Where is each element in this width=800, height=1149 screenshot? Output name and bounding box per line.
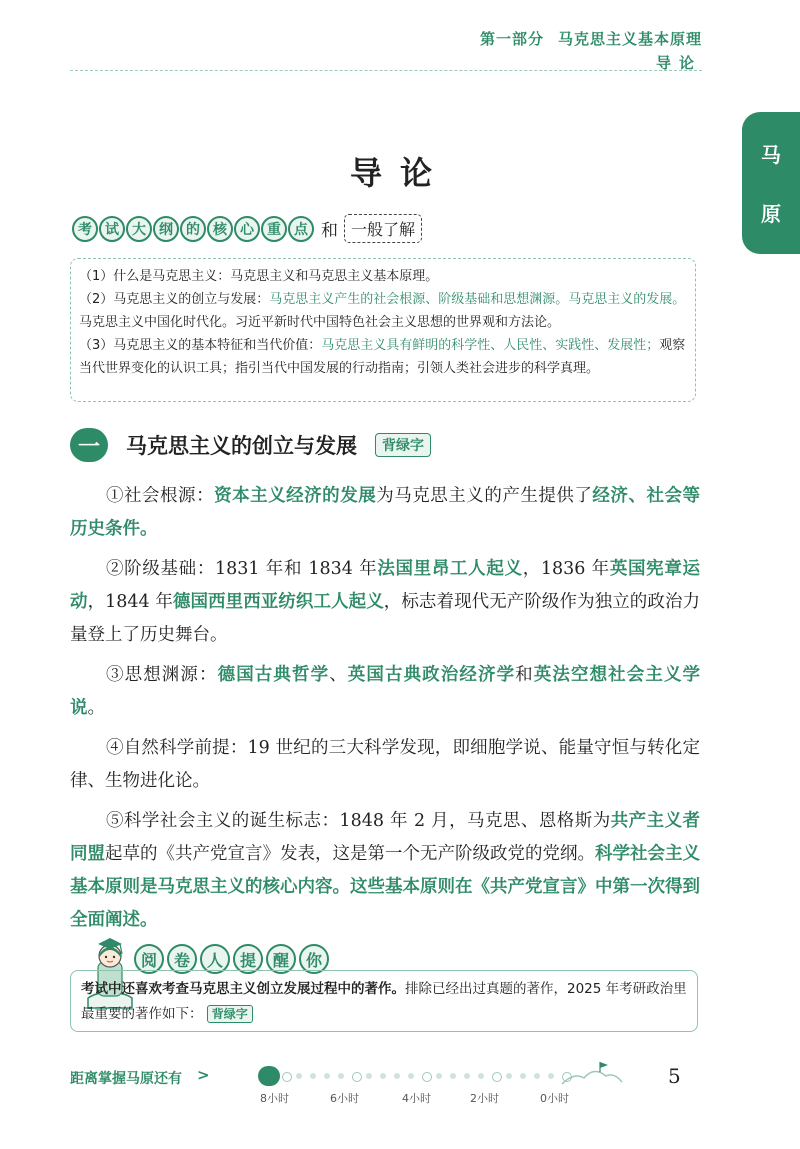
body-paragraph [70, 553, 700, 652]
tip-text: 排除已经出过真题的著作，2025 年考研政治里最重要的著作如下： [81, 981, 687, 1022]
progress-dot [380, 1073, 386, 1079]
hour-label: 2小时 [470, 1092, 499, 1105]
reviewer-bubble-char: 卷 [167, 944, 197, 974]
progress-arrow-icon: > [197, 1066, 210, 1084]
progress-dot [296, 1073, 302, 1079]
outline-heading [72, 214, 422, 243]
outline-bubble-char: 试 [99, 216, 125, 242]
outline-item [79, 334, 687, 380]
section-number-badge: 一 [70, 428, 108, 462]
highlighted-text: 英国宪章运动 [70, 559, 701, 612]
progress-dot [436, 1073, 442, 1079]
header-divider [70, 70, 702, 71]
body-paragraph [70, 659, 700, 725]
hour-label: 8小时 [260, 1092, 289, 1105]
outline-bubble-group [72, 216, 315, 242]
progress-dot [324, 1073, 330, 1079]
progress-dot [520, 1073, 526, 1079]
progress-milestone-dot [422, 1072, 432, 1082]
memorize-green-tag: 背绿字 [207, 1005, 253, 1023]
highlighted-text: 马克思主义具有鲜明的科学性、人民性、实践性、发展性； [321, 338, 660, 353]
progress-label: 距离掌握马原还有 [70, 1071, 182, 1087]
progress-dot [366, 1073, 372, 1079]
outline-bubble-char: 核 [207, 216, 233, 242]
plain-text: ，1844 年 [87, 592, 173, 612]
body-paragraph [70, 732, 700, 798]
plain-text: ，标志着现代无产阶级作为独立的政治力量登上了历史舞台。 [70, 592, 701, 645]
tip-bold-text: 考试中还喜欢考查马克思主义创立发展过程中的著作。 [81, 981, 405, 997]
highlighted-text: 英国古典政治经济学 [347, 665, 516, 685]
outline-bubble-char: 心 [234, 216, 260, 242]
hour-label: 6小时 [330, 1092, 359, 1105]
study-progress-track [262, 1076, 592, 1078]
plain-text: ③思想渊源： [106, 665, 218, 685]
outline-bubble-char: 点 [288, 216, 314, 242]
reviewer-bubble-char: 人 [200, 944, 230, 974]
plain-text: 、 [329, 665, 348, 685]
outline-item [79, 265, 687, 288]
plain-text: 观察当代世界变化的认识工具；指引当代中国发展的行动指南；引领人类社会进步的科学真理。 [79, 338, 686, 376]
plain-text: 。 [87, 698, 105, 718]
part-title: 马克思主义基本原理 [557, 30, 702, 48]
plain-text: ①社会根源： [106, 486, 215, 506]
progress-dot [548, 1073, 554, 1079]
plain-text: 为马克思主义的产生提供了 [376, 486, 593, 506]
progress-dot [464, 1073, 470, 1079]
plain-text: ④自然科学前提：19 世纪的三大科学发现，即细胞学说、能量守恒与转化定律、生物进化论。 [70, 738, 700, 791]
progress-milestone-dot [492, 1072, 502, 1082]
reviewer-bubble-char: 阅 [134, 944, 164, 974]
general-understanding-label: 一般了解 [344, 214, 422, 243]
plain-text: 马克思主义中国化时代化。习近平新时代中国特色社会主义思想的世界观和方法论。 [79, 315, 561, 330]
plain-text: ，1836 年 [522, 559, 610, 579]
outline-item [79, 288, 687, 334]
running-header-chapter: 导论 [655, 54, 702, 72]
plain-text: （2）马克思主义的创立与发展： [79, 292, 270, 307]
reviewer-bubble-char: 你 [299, 944, 329, 974]
outline-conjunction: 和 [321, 221, 338, 241]
highlighted-text: 资本主义经济的发展 [214, 486, 377, 506]
progress-milestone-dot [352, 1072, 362, 1082]
reviewer-tips-box [70, 970, 698, 1032]
plain-text: ⑤科学社会主义的诞生标志：1848 年 2 月，马克思、恩格斯为 [106, 811, 611, 831]
progress-dot [534, 1073, 540, 1079]
plain-text: 起草的《共产党宣言》发表，这是第一个无产阶级政党的党纲。 [105, 844, 595, 864]
plain-text: 和 [515, 665, 534, 685]
progress-dot [450, 1073, 456, 1079]
progress-dot [506, 1073, 512, 1079]
progress-dot [408, 1073, 414, 1079]
hour-label: 0小时 [540, 1092, 569, 1105]
highlighted-text: 科学社会主义基本原则是马克思主义的核心内容。这些基本原则在《共产党宣言》中第一次得到全面阐述。 [70, 844, 700, 930]
body-paragraph [70, 805, 700, 937]
progress-dot [478, 1073, 484, 1079]
memorize-green-tag: 背绿字 [375, 433, 431, 457]
highlighted-text: 共产主义者同盟 [70, 811, 701, 864]
mountain-flag-icon [560, 1058, 624, 1088]
part-label: 第一部分 [479, 30, 544, 48]
side-tab-char: 原 [761, 202, 781, 226]
hour-label: 4小时 [402, 1092, 431, 1105]
body-paragraph [70, 480, 700, 546]
page-title: 导论 [349, 154, 450, 192]
plain-text: （1）什么是马克思主义：马克思主义和马克思主义基本原理。 [79, 269, 439, 284]
side-tab-char: 马 [761, 143, 781, 167]
highlighted-text: 英法空想社会主义学说 [70, 665, 701, 718]
reviewer-bubble-char: 醒 [266, 944, 296, 974]
page-number: 5 [668, 1064, 681, 1088]
progress-dot [394, 1073, 400, 1079]
progress-dot [338, 1073, 344, 1079]
syllabus-outline-box [70, 258, 696, 402]
section-body [70, 480, 700, 944]
outline-bubble-char: 重 [261, 216, 287, 242]
highlighted-text: 马克思主义产生的社会根源、阶级基础和思想渊源。马克思主义的发展。 [269, 292, 686, 307]
outline-bubble-char: 大 [126, 216, 152, 242]
highlighted-text: 经济、社会等历史条件。 [70, 486, 700, 539]
highlighted-text: 德国古典哲学 [217, 665, 330, 685]
highlighted-text: 德国西里西亚纺织工人起义 [172, 592, 384, 612]
progress-dot [310, 1073, 316, 1079]
highlighted-text: 法国里昂工人起义 [377, 559, 523, 579]
progress-milestone-dot [282, 1072, 292, 1082]
outline-bubble-char: 的 [180, 216, 206, 242]
running-header-part [480, 28, 702, 49]
plain-text: ②阶级基础：1831 年和 1834 年 [106, 559, 378, 579]
reviewer-bubble-char: 提 [233, 944, 263, 974]
section-heading [70, 428, 431, 462]
plain-text: （3）马克思主义的基本特征和当代价值： [79, 338, 322, 353]
outline-bubble-char: 纲 [153, 216, 179, 242]
outline-bubble-char: 考 [72, 216, 98, 242]
section-title: 马克思主义的创立与发展 [126, 434, 357, 458]
